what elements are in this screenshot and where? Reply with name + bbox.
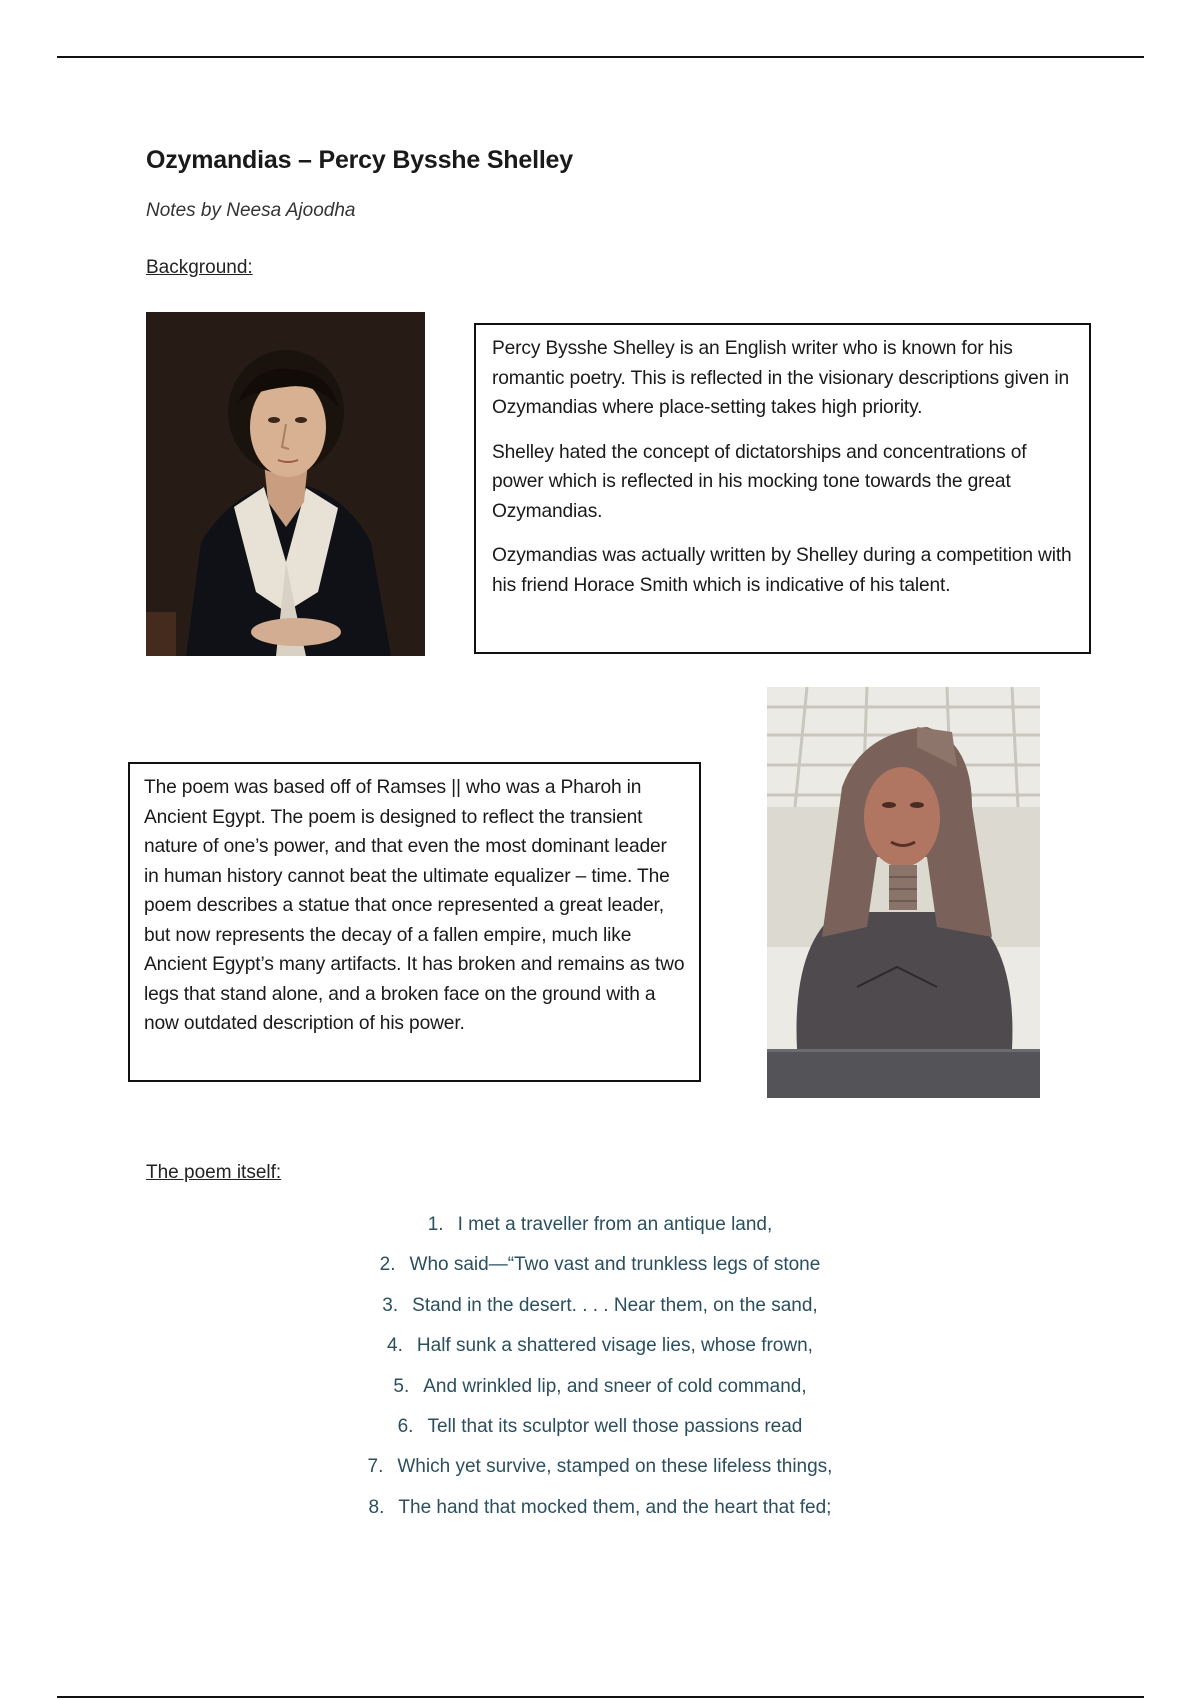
top-rule <box>57 56 1144 58</box>
poem-line-number: 7. <box>367 1456 384 1478</box>
poem-line-number: 8. <box>368 1496 385 1518</box>
poem-line-number: 6. <box>397 1415 414 1437</box>
poem-line <box>0 1295 1200 1335</box>
poem-line <box>0 1214 1200 1254</box>
background-paragraph: Percy Bysshe Shelley is an English writer who is known for his romantic poetry. This is reflected in the visionary descriptions given in Ozymandias where place-setting takes high priority. <box>492 338 1070 418</box>
poem-line <box>0 1376 1200 1416</box>
poem-line-text: Who said—“Two vast and trunkless legs of stone <box>409 1254 821 1276</box>
poem-line-number: 4. <box>387 1335 403 1357</box>
author-note: Notes by Neesa Ajoodha <box>146 200 356 221</box>
poem-context-box <box>128 762 701 1082</box>
poem-line-text: Half sunk a shattered visage lies, whose frown, <box>416 1335 813 1357</box>
poem-line <box>0 1416 1200 1456</box>
document-title: Ozymandias – Percy Bysshe Shelley <box>146 146 573 174</box>
poem-line <box>0 1497 1200 1537</box>
poem-line-number: 1. <box>427 1214 444 1235</box>
poem-line <box>0 1335 1200 1375</box>
poem-line-number: 5. <box>393 1375 410 1397</box>
poem-line-number: 3. <box>382 1294 399 1316</box>
background-paragraph: Shelley hated the concept of dictatorships and concentrations of power which is reflected in his mocking tone towards the great Ozymandias. <box>492 441 1027 522</box>
poem-line-text: The hand that mocked them, and the heart that fed; <box>398 1496 832 1518</box>
poem-lines-list <box>0 1214 1200 1537</box>
ramses-statue-image <box>767 687 1040 1098</box>
background-heading: Background: <box>146 257 253 278</box>
bottom-rule <box>57 1696 1144 1698</box>
poem-line <box>0 1456 1200 1496</box>
background-info-box <box>474 323 1091 654</box>
poem-line-text: Stand in the desert. . . . Near them, on the sand, <box>412 1294 818 1316</box>
poem-line-text: Tell that its sculptor well those passions read <box>427 1415 803 1437</box>
poem-line <box>0 1254 1200 1294</box>
poem-line-text: I met a traveller from an antique land, <box>457 1214 773 1235</box>
poem-context-paragraph: The poem was based off of Ramses || who was a Pharoh in Ancient Egypt. The poem is designed to reflect the transient nature of one’s power, and that even the most dominant leader in human history cannot beat the ultimate equalizer – time. The poem describes a statue that once represented a great leader, but now represents the decay of a fallen empire, much like Ancient Egypt’s many artifacts. It has broken and remains as two legs that stand alone, and a broken face on the ground with a now outdated description of his power. <box>144 777 685 1034</box>
poem-line-number: 2. <box>379 1254 396 1276</box>
poem-line-text: Which yet survive, stamped on these lifeless things, <box>397 1456 833 1478</box>
shelley-portrait-image <box>146 312 425 656</box>
background-paragraph: Ozymandias was actually written by Shelley during a competition with his friend Horace Smith which is indicative of his talent. <box>492 545 1072 596</box>
poem-line-text: And wrinkled lip, and sneer of cold command, <box>423 1375 807 1397</box>
poem-heading: The poem itself: <box>146 1162 282 1183</box>
